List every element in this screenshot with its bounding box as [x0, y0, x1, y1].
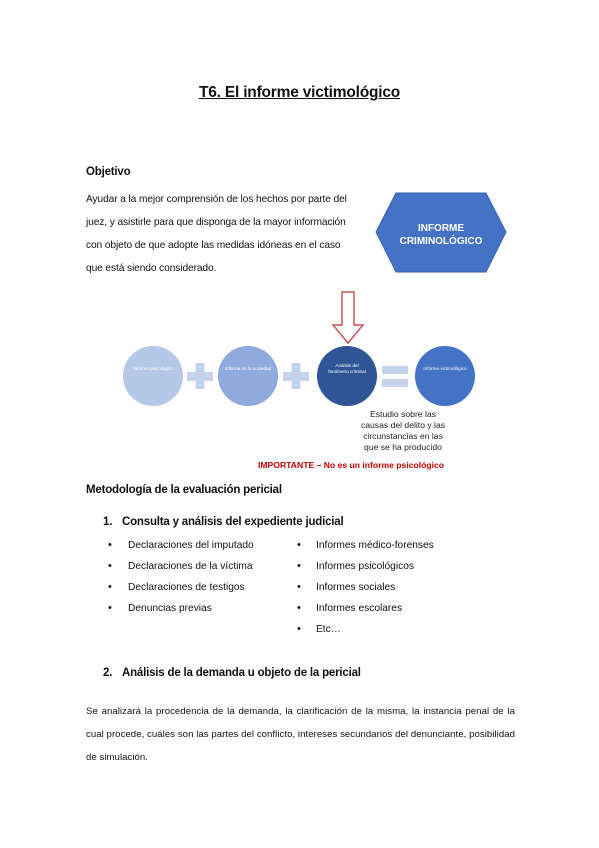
objetivo-line: Ayudar a la mejor comprensión de los hechos por parte del	[86, 194, 347, 205]
circle-label: Análisis del fenómeno criminal	[328, 363, 366, 374]
bullet-icon: •	[108, 560, 112, 572]
bullet-icon: •	[297, 581, 301, 593]
circle-label: Informe psicológico	[133, 366, 173, 371]
circle-informe-sociedad	[218, 346, 278, 406]
objetivo-line: juez, y asistirle para que disponga de la mayor información	[86, 217, 346, 228]
equals-icon	[382, 366, 408, 387]
circle-label: Informe victimológico	[423, 366, 467, 371]
list-item: Denuncias previas	[128, 603, 212, 614]
bullet-icon: •	[108, 602, 112, 614]
objetivo-heading: Objetivo	[86, 166, 131, 178]
page-title: T6. El informe victimológico	[198, 84, 401, 101]
bullet-icon: •	[297, 539, 301, 551]
objetivo-line: que está siendo considerado.	[86, 263, 217, 274]
down-arrow-icon	[333, 292, 363, 343]
plus-icon	[283, 363, 309, 389]
plus-icon	[187, 363, 213, 389]
important-note: IMPORTANTE – No es un informe psicológico	[258, 460, 445, 470]
bullet-icon: •	[297, 602, 301, 614]
list-item: Declaraciones de testigos	[128, 582, 245, 593]
list-item: Declaraciones de la víctima	[128, 561, 253, 572]
section2-paragraph: Se analizará la procedencia de la demanda, la clarificación de la misma, la instancia penal de la cual procede, cuáles son las partes del conflicto, intereses secundarios del denunciante, posibilidad de simulación.	[86, 706, 515, 763]
objetivo-line: con objeto de que adopte las medidas idóneas en el caso	[86, 240, 341, 251]
circle-fenomeno-criminal	[317, 346, 377, 406]
bullet-icon: •	[108, 581, 112, 593]
section2-title: Análisis de la demanda u objeto de la pericial	[122, 667, 361, 679]
list-item: Declaraciones del imputado	[128, 540, 254, 551]
section2-number: 2.	[103, 667, 113, 679]
list-item: Informes escolares	[316, 603, 403, 614]
bullet-icon: •	[108, 539, 112, 551]
section1-title: Consulta y análisis del expediente judicial	[122, 516, 344, 528]
section1-number: 1.	[103, 516, 113, 528]
list-item: Etc…	[316, 624, 341, 635]
metodologia-heading: Metodología de la evaluación pericial	[86, 484, 282, 496]
hexagon-label: INFORME CRIMINOLÓGICO	[399, 223, 483, 247]
list-item: Informes médico-forenses	[316, 540, 434, 551]
circle-label: Informe de la sociedad	[224, 366, 272, 371]
circle-informe-victimologico	[415, 346, 475, 406]
list-item: Informes psicológicos	[316, 561, 414, 572]
bullet-icon: •	[297, 623, 301, 635]
bullet-icon: •	[297, 560, 301, 572]
diagram-note: Estudio sobre las causas del delito y las circunstancias en las que se ha producido	[360, 409, 446, 452]
circle-informe-psicologico	[123, 346, 183, 406]
list-item: Informes sociales	[316, 582, 396, 593]
